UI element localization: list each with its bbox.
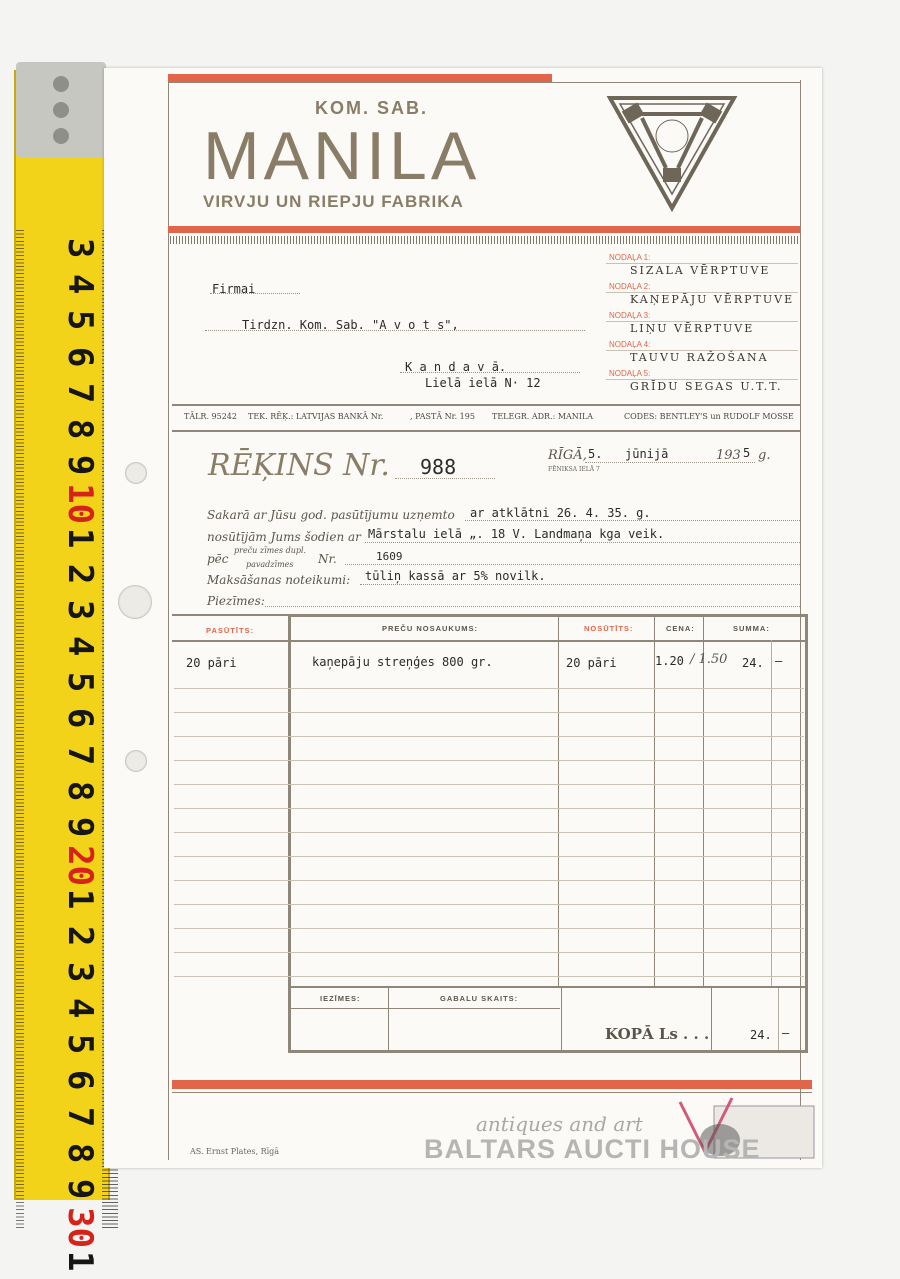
invoice-paper xyxy=(104,68,822,1168)
footer-rule-mid xyxy=(290,1008,560,1009)
department-label: NODAĻA 3: xyxy=(609,311,651,320)
row-sum: 24. xyxy=(742,656,764,670)
table-box-top xyxy=(288,614,808,617)
header-ordered: PASŪTĪTS: xyxy=(206,626,255,635)
recipient-street: Lielā ielā N· 12 xyxy=(425,376,541,390)
printer-credit: AS. Ernst Plates, Rīgā xyxy=(190,1147,280,1156)
row-sum-cents: – xyxy=(775,654,783,668)
dotted-line xyxy=(400,372,580,374)
col-divider-cents xyxy=(771,640,772,986)
contact-telegraph: TELEGR. ADR.: MANILA xyxy=(492,412,594,421)
table-header-rule xyxy=(172,640,805,642)
table-ruled-line xyxy=(174,904,804,905)
footer-divider xyxy=(388,988,389,1050)
tape-digit: 3 xyxy=(60,237,101,259)
tape-digit: 6 xyxy=(60,1070,101,1091)
row-price-note: / 1.50 xyxy=(690,652,728,667)
tape-digit: 10 xyxy=(60,483,101,525)
table-ruled-line xyxy=(174,832,804,833)
contact-rule-bottom xyxy=(172,430,800,432)
invoice-year-suffix: 5 xyxy=(743,446,751,460)
tape-digit: 4 xyxy=(60,997,101,1019)
sent-value: Mārstalu ielā „. 18 V. Landmaņa kga veik. xyxy=(368,527,665,541)
dotted-line xyxy=(345,564,800,566)
col-divider xyxy=(703,616,704,986)
table-ruled-line xyxy=(174,856,804,857)
dotted-line xyxy=(465,520,800,522)
department-label: NODAĻA 5: xyxy=(609,369,651,378)
tape-digit: 8 xyxy=(60,418,101,440)
table-ruled-line xyxy=(174,976,804,977)
tape-digit: 6 xyxy=(60,708,101,729)
table-ruled-line xyxy=(174,784,804,785)
table-ruled-line xyxy=(174,760,804,761)
department-name: SIZALA VĒRPTUVE xyxy=(630,264,771,277)
tape-digit: 5 xyxy=(60,310,101,331)
row-sent: 20 pāri xyxy=(566,656,617,670)
table-ruled-line xyxy=(174,712,804,713)
bottom-red-bar xyxy=(172,1080,812,1089)
contact-phone: TĀLR. 95242 xyxy=(184,412,237,421)
dotted-line xyxy=(360,584,800,586)
row-ordered: 20 pāri xyxy=(186,656,237,670)
recipient-city: K a n d a v ā. xyxy=(405,360,507,374)
table-ruled-line xyxy=(174,688,804,689)
tape-digits xyxy=(60,230,101,1279)
terms-value: tūliņ kassā ar 5% novilk. xyxy=(365,569,546,583)
footer-divider xyxy=(711,988,712,1050)
tape-digit: 1 xyxy=(60,1251,101,1272)
pec-bottom: pavadzīmes xyxy=(246,560,294,569)
total-cents: – xyxy=(782,1026,790,1040)
tape-digit: 9 xyxy=(60,816,101,838)
row-price: 1.20 xyxy=(655,654,684,668)
tape-digit: 2 xyxy=(60,563,101,585)
invoice-day: 5. xyxy=(588,447,603,461)
footer-marks: IEZĪMES: xyxy=(320,994,361,1003)
invoice-month: jūnijā xyxy=(625,447,669,461)
header-goods: PREČU NOSAUKUMS: xyxy=(382,624,479,633)
table-ruled-line xyxy=(174,928,804,929)
table-ruled-line xyxy=(174,808,804,809)
header-red-rule xyxy=(168,226,800,233)
header-red-bar xyxy=(168,74,552,82)
rivet-icon xyxy=(53,76,69,92)
tape-digit: 1 xyxy=(60,527,101,548)
punch-hole xyxy=(125,462,147,484)
watermark-line1: antiques and art xyxy=(476,1112,643,1136)
invoice-year-g: g. xyxy=(758,448,771,463)
nr-value: 1609 xyxy=(376,550,403,563)
contact-rule-top xyxy=(172,404,800,406)
department-name: KAŅEPĀJU VĒRPTUVE xyxy=(630,293,795,306)
sent-label: nosūtījām Jums šodien ar xyxy=(207,530,361,544)
recipient-name: Tirdzn. Kom. Sab. "A v o t s", xyxy=(242,318,459,332)
tape-digit: 9 xyxy=(60,1178,101,1200)
footer-divider xyxy=(561,988,562,1050)
col-divider xyxy=(654,616,655,986)
dotted-line xyxy=(210,293,300,295)
header-sent: NOSŪTĪTS: xyxy=(584,624,634,633)
total-label: KOPĀ Ls . . . xyxy=(605,1025,710,1043)
recipient-firmai: Firmai xyxy=(212,282,256,296)
header-rule xyxy=(168,82,800,83)
total-value: 24. xyxy=(750,1028,772,1042)
table-ruled-line xyxy=(174,880,804,881)
nr-label: Nr. xyxy=(318,552,337,566)
tape-digit: 9 xyxy=(60,454,101,476)
tape-digit: 4 xyxy=(60,274,101,295)
tape-digit: 7 xyxy=(60,1106,101,1127)
footer-rule-top xyxy=(288,986,808,988)
invoice-number: 988 xyxy=(420,455,457,479)
pec-top: preču zīmes dupl. xyxy=(234,546,307,555)
rivet-icon xyxy=(53,128,69,144)
invoice-place: RĪGĀ, xyxy=(548,448,587,463)
tape-digit: 7 xyxy=(60,382,101,404)
punch-hole-torn xyxy=(118,585,152,619)
department-label: NODAĻA 4: xyxy=(609,340,651,349)
table-ruled-line xyxy=(174,952,804,953)
tape-digit: 8 xyxy=(60,780,101,802)
order-label: Sakarā ar Jūsu god. pasūtījumu uzņemto xyxy=(207,508,455,522)
footer-divider xyxy=(778,988,779,1050)
watermark-line2: BALTARS AUCTI HOUSE xyxy=(424,1134,761,1164)
table-ruled-line xyxy=(174,736,804,737)
measuring-tape xyxy=(14,70,110,1272)
pec-label: pēc xyxy=(207,552,229,566)
invoice-year-prefix: 193 xyxy=(716,448,741,463)
tape-digit: 7 xyxy=(60,744,101,765)
frame-line-right xyxy=(800,80,801,1160)
invoice-address: FĒNIKSA IELĀ 7 xyxy=(548,466,600,473)
punch-hole xyxy=(125,750,147,772)
tape-digit: 5 xyxy=(60,672,101,693)
tape-digit: 20 xyxy=(60,845,101,887)
contact-bank: TEK. RĒĶ.: LATVIJAS BANKĀ Nr. xyxy=(248,412,384,421)
kom-sab-label: KOM. SAB. xyxy=(315,98,429,118)
footer-pieces: GABALU SKAITS: xyxy=(440,994,519,1003)
header-price: CENA: xyxy=(666,624,695,633)
department-name: GRĪDU SEGAS U.T.T. xyxy=(630,380,783,393)
frame-line-left xyxy=(168,80,169,1160)
department-name: LIŅU VĒRPTUVE xyxy=(630,322,755,335)
company-subtitle: VIRVJU UN RIEPJU FABRIKA xyxy=(203,192,464,211)
table-box-bottom xyxy=(288,1050,808,1053)
tape-digit: 3 xyxy=(60,961,101,983)
notes-label: Piezīmes: xyxy=(207,594,265,608)
contact-codes: CODES: BENTLEY'S un RUDOLF MOSSE xyxy=(624,412,794,421)
tape-digit: 3 xyxy=(60,599,101,621)
hatched-band xyxy=(170,236,800,244)
terms-label: Maksāšanas noteikumi: xyxy=(207,573,351,587)
dotted-line xyxy=(205,330,585,332)
rivet-icon xyxy=(53,102,69,118)
tape-digit: 30 xyxy=(60,1207,101,1249)
invoice-title: RĒĶINS Nr. xyxy=(208,448,390,483)
contact-post: , PASTĀ Nr. 195 xyxy=(410,412,475,421)
tape-ticks-left xyxy=(16,230,24,1230)
dotted-line xyxy=(265,606,800,608)
department-label: NODAĻA 2: xyxy=(609,282,651,291)
department-name: TAUVU RAŽOŠANA xyxy=(630,351,769,364)
tape-end-clip xyxy=(16,62,106,157)
department-label: NODAĻA 1: xyxy=(609,253,651,262)
company-name: MANILA xyxy=(203,118,481,194)
tape-digit: 4 xyxy=(60,635,101,657)
dotted-line xyxy=(395,478,495,480)
triangle-logo-icon xyxy=(606,94,738,212)
tape-digit: 5 xyxy=(60,1033,101,1055)
row-goods: kaņepāju streņģes 800 gr. xyxy=(312,655,493,669)
dotted-line xyxy=(365,542,800,544)
tape-digit: 1 xyxy=(60,889,101,910)
header-sum: SUMMA: xyxy=(733,624,770,633)
col-divider xyxy=(558,616,559,986)
tape-digit: 2 xyxy=(60,925,101,946)
tape-digit: 6 xyxy=(60,346,101,367)
order-value: ar atklātni 26. 4. 35. g. xyxy=(470,506,651,520)
tape-digit: 8 xyxy=(60,1142,101,1164)
